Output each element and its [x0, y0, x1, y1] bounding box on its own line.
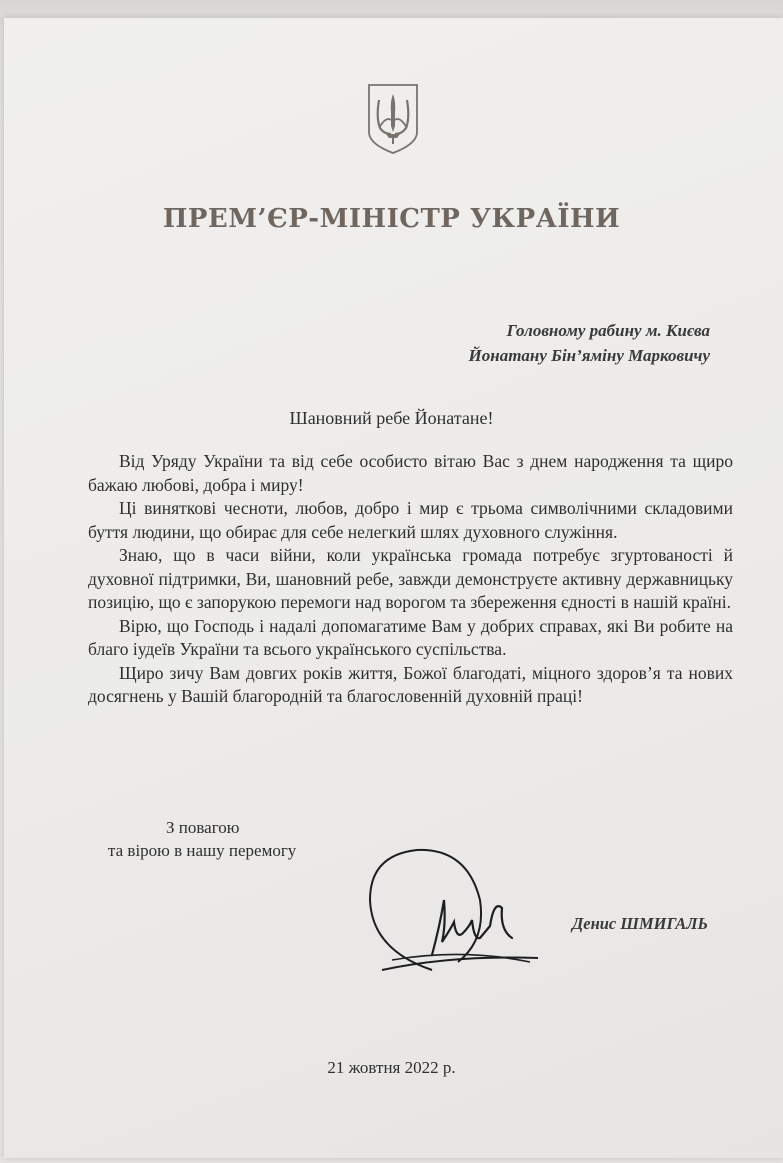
letter-body: [88, 450, 733, 709]
closing-line-1: З повагою: [166, 818, 240, 837]
letterhead-title: ПРЕМ’ЄР-МІНІСТР УКРАЇНИ: [162, 204, 621, 234]
signer-name: Денис ШМИГАЛЬ: [572, 914, 708, 933]
addressee-line-2: Йонатану Бін’яміну Марковичу: [468, 346, 710, 365]
body-paragraph-4: Вірю, що Господь і надалі допомагатиме Вам у добрих справах, які Ви робите на благо іудеїв України та всього українського суспільства.: [88, 615, 733, 659]
handwritten-signature-icon: [362, 830, 542, 980]
salutation: Шановний ребе Йонатане!: [289, 408, 494, 428]
ukraine-trident-emblem-icon: [366, 82, 420, 156]
body-paragraph-5: Щиро зичу Вам довгих років життя, Божої благодаті, міцного здоров’я та нових досягнень у Вашій благородній та благословенній духовній праці!: [88, 662, 733, 706]
body-paragraph-1: Від Уряду України та від себе особисто вітаю Вас з днем народження та щиро бажаю любові, добра і миру!: [88, 451, 733, 495]
letter-date: 21 жовтня 2022 р.: [327, 1058, 456, 1077]
body-paragraph-3: Знаю, що в часи війни, коли українська громада потребує згуртованості й духовної підтримки, Ви, шановний ребе, завжди демонструєте активну державницьку позицію, що є запорукою перемоги над ворогом та збереження єдності в нашій країні.: [88, 545, 733, 612]
addressee-block: [380, 318, 710, 368]
body-paragraph-2: Ці виняткові чесноти, любов, добро і мир є трьома символічними складовими буття людини, що обирає для себе нелегкий шлях духовного служіння.: [88, 498, 733, 542]
closing-block: [108, 816, 348, 862]
addressee-line-1: Головному рабину м. Києва: [506, 321, 710, 340]
closing-line-2: та вірою в нашу перемогу: [108, 841, 297, 860]
